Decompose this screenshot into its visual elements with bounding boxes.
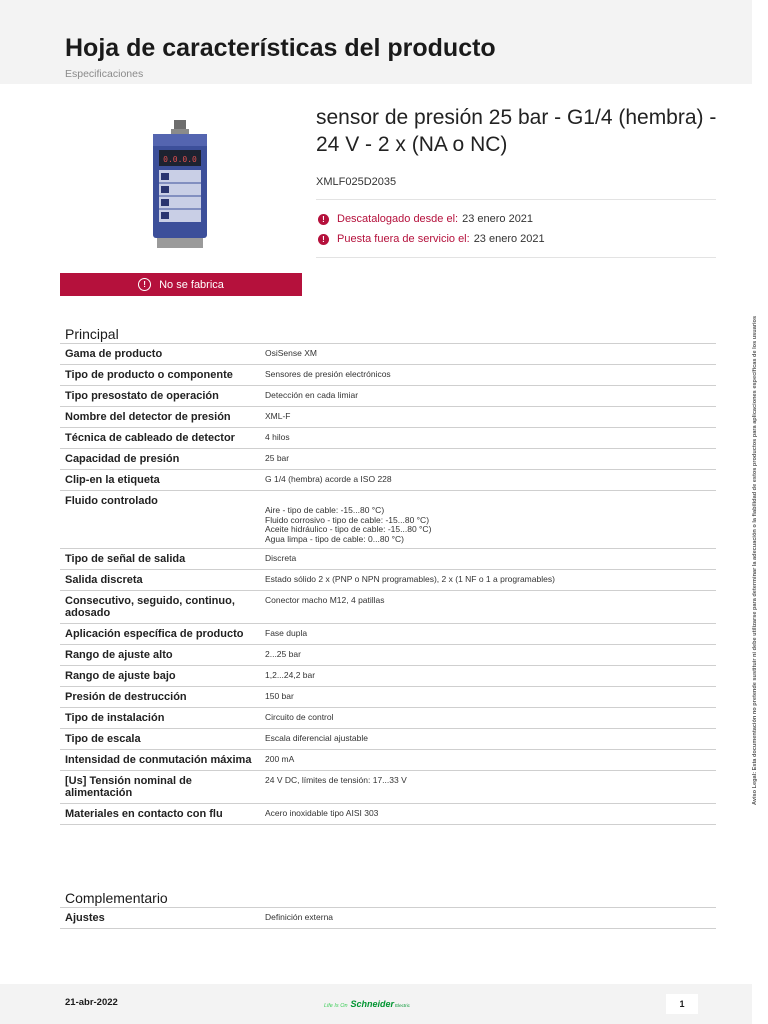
spec-key: Capacidad de presión <box>60 449 260 470</box>
spec-value-line: Detección en cada limiar <box>265 390 359 400</box>
spec-key: Técnica de cableado de detector <box>60 428 260 449</box>
table-row <box>60 549 716 570</box>
spec-key: Tipo de señal de salida <box>60 549 260 570</box>
spec-key: Presión de destrucción <box>60 687 260 708</box>
table-row <box>60 687 716 708</box>
table-row <box>60 645 716 666</box>
page-number: 1 <box>666 994 698 1014</box>
spec-value <box>260 570 716 591</box>
table-row <box>60 407 716 428</box>
spec-value-line: 25 bar <box>265 453 290 463</box>
spec-value-line: XML-F <box>265 411 291 421</box>
spec-value-line: Escala diferencial ajustable <box>265 733 369 743</box>
spec-value <box>260 645 716 666</box>
spec-value <box>260 365 716 386</box>
table-row <box>60 708 716 729</box>
spec-value <box>260 407 716 428</box>
page-header <box>0 0 752 84</box>
table-row <box>60 386 716 407</box>
spec-key: Ajustes <box>60 908 260 929</box>
table-row <box>60 729 716 750</box>
spec-value <box>260 804 716 825</box>
spec-key: Tipo presostato de operación <box>60 386 260 407</box>
spec-value <box>260 549 716 570</box>
page-footer <box>0 984 752 1024</box>
spec-value-line: Circuito de control <box>265 712 334 722</box>
section-title-complementario: Complementario <box>65 890 168 906</box>
spec-value <box>260 449 716 470</box>
spec-key: Tipo de producto o componente <box>60 365 260 386</box>
spec-value-line: Definición externa <box>265 912 334 922</box>
spec-value <box>260 591 716 624</box>
alert-icon: ! <box>318 214 329 225</box>
page-subtitle: Especificaciones <box>65 68 144 80</box>
spec-key: Nombre del detector de presión <box>60 407 260 428</box>
spec-key: Materiales en contacto con flu <box>60 804 260 825</box>
spec-value-line: Conector macho M12, 4 patillas <box>265 595 385 605</box>
spec-value <box>260 428 716 449</box>
spec-value <box>260 491 716 549</box>
table-row <box>60 570 716 591</box>
document-date: 21-abr-2022 <box>65 997 118 1008</box>
spec-value-line: 24 V DC, límites de tensión: 17...33 V <box>265 775 407 785</box>
table-row <box>60 666 716 687</box>
table-row <box>60 750 716 771</box>
spec-value <box>260 750 716 771</box>
spec-table-complementario <box>60 907 716 929</box>
table-row <box>60 771 716 804</box>
spec-key: Rango de ajuste alto <box>60 645 260 666</box>
table-row <box>60 491 716 549</box>
table-row <box>60 449 716 470</box>
spec-key: Consecutivo, seguido, continuo, adosado <box>60 591 260 624</box>
table-row <box>60 365 716 386</box>
spec-value-line: G 1/4 (hembra) acorde a ISO 228 <box>265 474 392 484</box>
table-row <box>60 428 716 449</box>
product-reference: XMLF025D2035 <box>316 176 397 188</box>
spec-key: Rango de ajuste bajo <box>60 666 260 687</box>
alert-icon: ! <box>318 234 329 245</box>
spec-value <box>260 708 716 729</box>
spec-value-line: Estado sólido 2 x (PNP o NPN programables), 2 x (1 NF o 1 a programables) <box>265 574 555 584</box>
table-row <box>60 344 716 365</box>
spec-value-line: Aceite hidráulico - tipo de cable: -15...80 °C) <box>265 524 432 534</box>
svg-text:0.0.0.0: 0.0.0.0 <box>163 155 197 164</box>
spec-value-line: Fase dupla <box>265 628 308 638</box>
spec-table-principal <box>60 343 716 825</box>
divider <box>316 199 716 200</box>
spec-value-line: Agua limpa - tipo de cable: 0...80 °C) <box>265 533 405 544</box>
pressure-fitting <box>157 238 203 248</box>
product-image <box>145 120 215 250</box>
table-row <box>60 591 716 624</box>
status-discontinued: ! Descatalogado desde el: 23 enero 2021 <box>318 213 533 225</box>
spec-value-line: 150 bar <box>265 691 294 701</box>
not-manufactured-banner: ! No se fabrica <box>60 273 302 296</box>
brand-logo: Life Is On Schneider Electric <box>324 999 410 1009</box>
alert-icon: ! <box>138 278 151 291</box>
table-row <box>60 908 716 929</box>
spec-value <box>260 624 716 645</box>
spec-key: Tipo de instalación <box>60 708 260 729</box>
spec-value-line: 2...25 bar <box>265 649 301 659</box>
spec-key: [Us] Tensión nominal de alimentación <box>60 771 260 804</box>
connector <box>174 120 186 130</box>
spec-value <box>260 386 716 407</box>
spec-key: Fluido controlado <box>60 491 260 549</box>
spec-value <box>260 470 716 491</box>
spec-value <box>260 908 716 929</box>
spec-value-line: 200 mA <box>265 754 295 764</box>
spec-key: Aplicación específica de producto <box>60 624 260 645</box>
spec-key: Salida discreta <box>60 570 260 591</box>
spec-value-line: Discreta <box>265 553 297 563</box>
status-end-of-service: ! Puesta fuera de servicio el: 23 enero 2021 <box>318 233 545 245</box>
section-title-principal: Principal <box>65 326 119 342</box>
spec-value-line: OsiSense XM <box>265 348 317 358</box>
spec-value-line: Aire - tipo de cable: -15...80 °C) <box>265 505 385 515</box>
table-row <box>60 624 716 645</box>
divider <box>316 257 716 258</box>
spec-value <box>260 666 716 687</box>
spec-value-line: Fluido corrosivo - tipo de cable: -15...80 °C) <box>265 514 430 525</box>
spec-value <box>260 729 716 750</box>
spec-key: Tipo de escala <box>60 729 260 750</box>
spec-value-line: 4 hilos <box>265 432 290 442</box>
spec-key: Intensidad de conmutación máxima <box>60 750 260 771</box>
page-title: Hoja de características del producto <box>65 34 496 62</box>
spec-key: Gama de producto <box>60 344 260 365</box>
spec-value-line: Acero inoxidable tipo AISI 303 <box>265 808 379 818</box>
spec-value-line: Sensores de presión electrónicos <box>265 369 391 379</box>
spec-value <box>260 344 716 365</box>
spec-key: Clip-en la etiqueta <box>60 470 260 491</box>
table-row <box>60 470 716 491</box>
table-row <box>60 804 716 825</box>
legal-notice: Aviso Legal: Esta documentación no pretende sustituir ni debe utilizarse para determinar la adecuación o la fiabilidad de estos productos para aplicaciones específicas de los usuarios <box>752 315 758 805</box>
spec-value <box>260 771 716 804</box>
spec-value <box>260 687 716 708</box>
product-title: sensor de presión 25 bar - G1/4 (hembra) - 24 V - 2 x (NA o NC) <box>316 106 717 156</box>
spec-value-line: 1,2...24,2 bar <box>265 670 316 680</box>
